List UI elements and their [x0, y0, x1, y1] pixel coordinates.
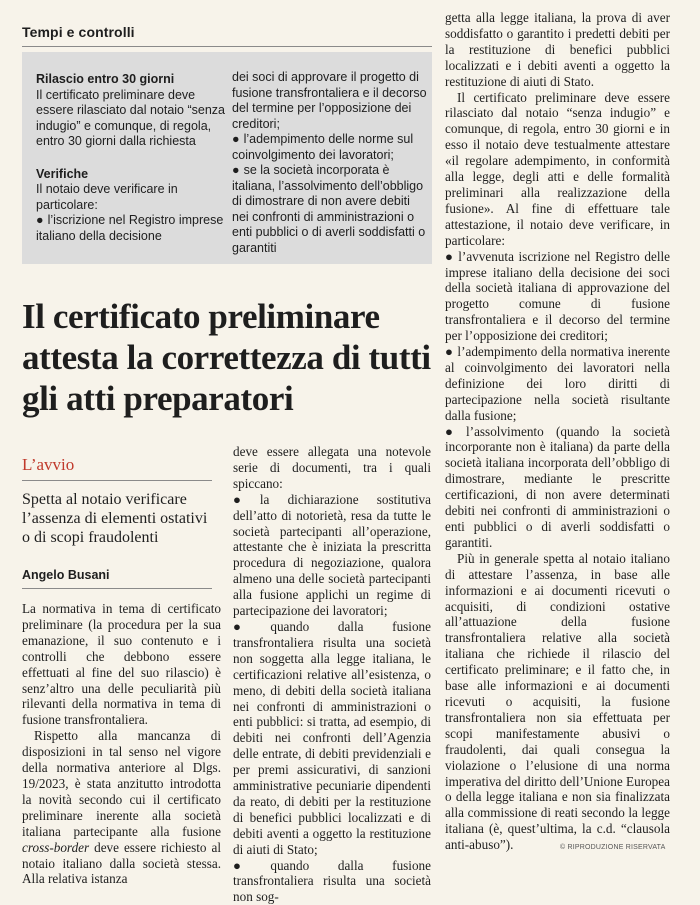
copyright-notice: © RIPRODUZIONE RISERVATA: [560, 844, 666, 851]
bullet-icon: ●: [233, 857, 267, 873]
info-heading-rilascio: Rilascio entro 30 giorni: [36, 72, 175, 86]
body-paragraph: getta alla legge italiana, la prova di aver soddisfatto o garantito i predetti debiti per la restituzione di benefici pubblici localizzati e i debiti aventi a oggetto la restituzione di aiuti di Stato.: [445, 10, 670, 89]
kicker: L’avvio: [22, 455, 75, 474]
body-paragraph: Più in generale spetta al notaio italiano di attestare l’assenza, in base alle informazioni e ai documenti ricevuti o acquisiti, di condizioni ostative all’attuazione della fusione transfrontaliera relative alla società italiana che richiede il rilascio del certificato preliminare; e il fatto che, in base alle informazioni e ai documenti ricevuti o acquisiti, la fusione transfrontaliera non sia effettuata per scopi manifestamente abusivi o fraudolenti, dai quali consegua la violazione o l’elusione di una norma imperativa del diritto dell’Unione Europea o della legge italiana e non sia finalizzata alla commissione di reati secondo la legge italiana (è, quest’ultima, la c.d. “clausola anti-abuso”).: [445, 550, 670, 853]
info-bullet-1: l’iscrizione nel Registro imprese italiano della decisione: [36, 213, 224, 243]
info-box-column-1: [36, 72, 226, 244]
article-summary: Spetta al notaio verificare l’assenza di elementi ostativi o di scopi fraudolenti: [22, 491, 208, 546]
author-byline: Angelo Busani: [22, 568, 110, 582]
body-paragraph: deve essere allegata una notevole serie di documenti, tra i quali spiccano:: [233, 444, 431, 491]
body-paragraph: Rispetto alla mancanza di disposizioni in tal senso nel vigore della normativa anteriore al Dlgs. 19/2023, è stata anzitutto introdotta la novità secondo cui il certificato preliminare inerente alla società italiana partecipante alla fusione cross-border deve essere richiesto al notaio italiano dalla società stessa. Alla relativa istanza: [22, 728, 221, 887]
bullet-icon: ●: [233, 618, 267, 634]
section-divider: [22, 46, 432, 47]
section-label: Tempi e controlli: [22, 24, 135, 40]
article-headline: Il certificato preliminare attesta la correttezza di tutti gli atti preparatori: [22, 297, 431, 418]
bullet-icon: ●: [445, 248, 455, 264]
bullet-icon: ●: [232, 132, 240, 146]
info-box: [22, 52, 432, 264]
list-item: ● la dichiarazione sostitutiva dell’atto di notorietà, resa da tutte le società partecipanti all’operazione, attestante che è iniziata la prescritta procedura di negoziazione, qualora almeno una delle società partecipanti alla fusione applichi un regime di partecipazione dei lavoratori;: [233, 491, 431, 619]
bullet-icon: ●: [232, 163, 240, 177]
list-item: ● l’adempimento della normativa inerente al coinvolgimento dei lavoratori nella definizione dei loro diritti di partecipazione nella società risultante dalla fusione;: [445, 344, 670, 423]
body-column-right: [445, 10, 670, 853]
list-item: ● l’assolvimento (quando la società incorporante non è italiana) da parte della società italiana incorporata dell’obbligo di dimostrare, mediante le prescritte certificazioni, di non avere determinati debiti nei confronti di amministrazioni o enti pubblici o di averli soddisfatti o garantiti.: [445, 423, 671, 550]
info-heading-verifiche: Verifiche: [36, 166, 89, 181]
byline-divider: [22, 588, 212, 589]
bullet-icon: ●: [445, 423, 463, 439]
bullet-icon: ●: [36, 213, 44, 227]
kicker-divider: [22, 480, 212, 481]
info-text-verifiche: Il notaio deve verificare in particolare:: [36, 182, 178, 212]
bullet-icon: ●: [445, 344, 454, 360]
info-box-column-2: [232, 70, 428, 256]
italic-term: cross-border: [22, 839, 90, 855]
info-text-rilascio: Il certificato preliminare deve essere rilasciato dal notaio “senza indugio” e comunque, di regola, entro 30 giorni dalla richiesta: [36, 87, 225, 148]
body-paragraph: Il certificato preliminare deve essere rilasciato dal notaio “senza indugio” e comunque, di regola, entro 30 giorni e in esso il notaio deve testualmente attestare «il regolare adempimento, in conformità alla legge, degli atti e delle formalità preliminari alla realizzazione della fusione». Al fine di effettuare tale attestazione, il notaio deve verificare, in particolare:: [445, 89, 670, 248]
body-column-left: [22, 601, 221, 887]
bullet-icon: ●: [233, 491, 256, 507]
list-item: ● quando dalla fusione transfrontaliera risulta una società non soggetta alla legge italiana, le certificazioni relative all’esistenza, o meno, di debiti della società italiana nei confronti di amministrazioni o enti pubblici: si tratta, ad esempio, di debiti nei confronti dell’Agenzia delle entrate, di debiti previdenziali e per premi assicurativi, di sanzioni amministrative pecuniarie dipendenti da reato, di debiti per la restituzione di benefici pubblici localizzati e di debiti aventi a oggetto la restituzione di aiuti di Stato;: [233, 618, 431, 857]
body-paragraph: La normativa in tema di certificato preliminare (la procedura per la sua emanazione, il suo contenuto e i controlli che debbono essere effettuati al fine del suo rilascio) è senz’altro una delle peculiarità più rilevanti della normativa in tema di fusione transfrontaliera.: [22, 601, 221, 728]
list-item: ● l’avvenuta iscrizione nel Registro delle imprese italiano della decisione dei soci della società italiana di approvazione del progetto comune di fusione transfrontaliera e il decorso del termine per l’opposizione dei creditori;: [445, 248, 670, 344]
body-column-middle: [233, 444, 431, 905]
info-text-continued: dei soci di approvare il progetto di fusione transfrontaliera e il decorso del termine per l’opposizione dei creditori;: [232, 70, 427, 131]
info-bullet-3: se la società incorporata è italiana, l’assolvimento dell’obbligo di dimostrare di non avere debiti nei confronti di amministrazioni o enti pubblici o di averli soddisfatti o garantiti: [232, 163, 426, 255]
list-item: ● quando dalla fusione transfrontaliera risulta una società non sog-: [233, 857, 431, 905]
info-bullet-2: l’adempimento delle norme sul coinvolgimento dei lavoratori;: [232, 132, 414, 162]
